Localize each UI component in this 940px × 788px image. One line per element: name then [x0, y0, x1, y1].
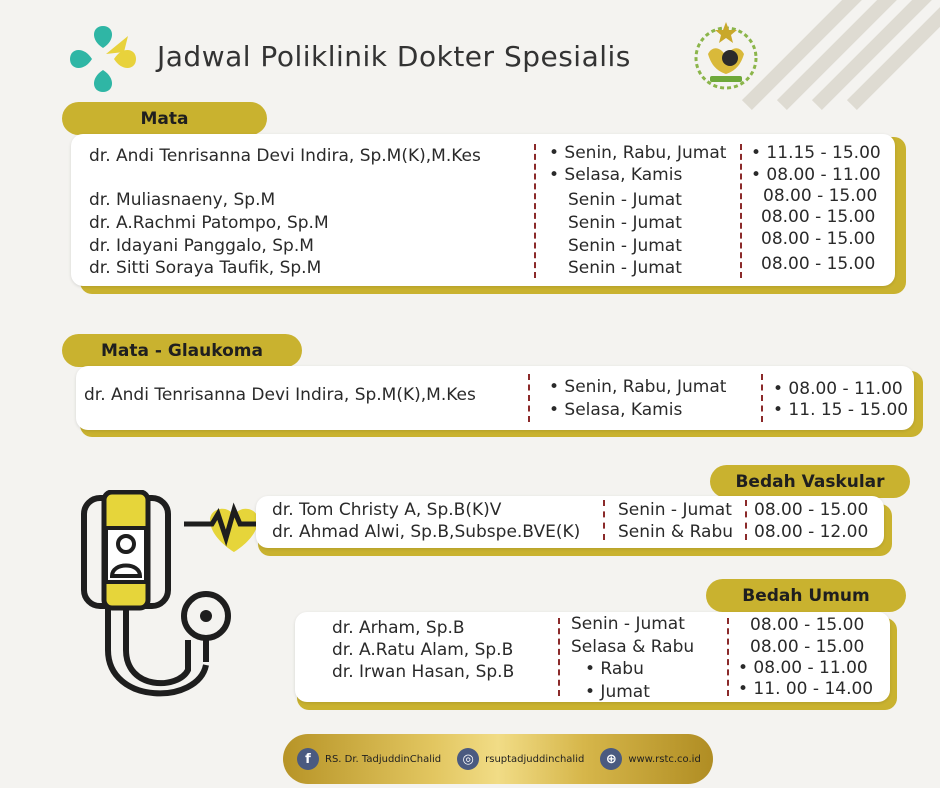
schedule-time: • 11. 00 - 14.00	[738, 679, 874, 699]
schedule-time: • 08.00 - 11.00	[751, 165, 881, 185]
mata-schedule-card	[71, 134, 895, 286]
schedule-time: 08.00 - 15.00	[761, 229, 876, 249]
column-divider	[740, 144, 742, 278]
column-divider	[603, 500, 605, 540]
column-divider	[727, 618, 729, 696]
schedule-time: • 11.15 - 15.00	[751, 143, 881, 163]
kemenkes-logo-icon	[66, 22, 140, 96]
schedule-days: Senin - Jumat	[568, 213, 682, 233]
schedule-days: • Selasa, Kamis	[549, 400, 683, 420]
facebook-icon[interactable]: f	[297, 748, 319, 770]
schedule-days: Senin & Rabu	[618, 522, 734, 542]
schedule-time: 08.00 - 12.00	[754, 522, 869, 542]
doctor-name: dr. Irwan Hasan, Sp.B	[332, 662, 515, 682]
section-label-bedah-vaskular: Bedah Vaskular	[710, 465, 910, 498]
hospital-emblem-icon	[690, 20, 762, 92]
doctor-name: dr. Ahmad Alwi, Sp.B,Subspe.BVE(K)	[272, 522, 581, 542]
column-divider	[534, 144, 536, 278]
column-divider	[528, 374, 530, 422]
schedule-days: • Rabu	[585, 659, 644, 679]
doctor-name: dr. A.Rachmi Patompo, Sp.M	[89, 213, 329, 233]
schedule-time: 08.00 - 15.00	[761, 207, 876, 227]
instagram-link[interactable]: rsuptadjuddinchalid	[485, 753, 585, 765]
schedule-time: • 08.00 - 11.00	[738, 658, 868, 678]
schedule-time: 08.00 - 15.00	[750, 637, 865, 657]
doctor-name: dr. Arham, Sp.B	[332, 618, 465, 638]
doctor-name: dr. Idayani Panggalo, Sp.M	[89, 236, 314, 256]
doctor-name: dr. Andi Tenrisanna Devi Indira, Sp.M(K),M.Kes	[89, 146, 481, 166]
column-divider	[761, 374, 763, 422]
schedule-days: Senin - Jumat	[568, 236, 682, 256]
website-link[interactable]: www.rstc.co.id	[628, 753, 701, 765]
doctor-name: dr. Tom Christy A, Sp.B(K)V	[272, 500, 502, 520]
schedule-days: Senin - Jumat	[568, 258, 682, 278]
schedule-time: 08.00 - 15.00	[750, 615, 865, 635]
doctor-name: dr. Muliasnaeny, Sp.M	[89, 190, 276, 210]
doctor-name: dr. Sitti Soraya Taufik, Sp.M	[89, 258, 322, 278]
medical-device-illustration-icon	[78, 490, 266, 710]
schedule-time: 08.00 - 15.00	[761, 254, 876, 274]
column-divider	[558, 618, 560, 696]
schedule-days: Senin - Jumat	[618, 500, 732, 520]
schedule-days: • Senin, Rabu, Jumat	[549, 143, 727, 163]
schedule-time: 08.00 - 15.00	[763, 186, 878, 206]
schedule-time: 08.00 - 15.00	[754, 500, 869, 520]
schedule-days: • Senin, Rabu, Jumat	[549, 377, 727, 397]
vaskular-schedule-card	[256, 496, 884, 548]
doctor-name: dr. A.Ratu Alam, Sp.B	[332, 640, 514, 660]
section-label-bedah-umum: Bedah Umum	[706, 579, 906, 612]
schedule-days: • Selasa, Kamis	[549, 165, 683, 185]
footer-social-bar	[283, 734, 713, 784]
schedule-days: • Jumat	[585, 682, 650, 702]
facebook-link[interactable]: RS. Dr. TadjuddinChalid	[325, 753, 442, 765]
decorative-stripes	[770, 0, 940, 110]
schedule-time: • 11. 15 - 15.00	[773, 400, 909, 420]
schedule-time: • 08.00 - 11.00	[773, 379, 903, 399]
umum-schedule-card	[295, 612, 890, 702]
section-label-mata: Mata	[62, 102, 267, 135]
section-label-glaukoma: Mata - Glaukoma	[62, 334, 302, 367]
schedule-days: Selasa & Rabu	[571, 637, 695, 657]
doctor-name: dr. Andi Tenrisanna Devi Indira, Sp.M(K),M.Kes	[84, 385, 476, 405]
page-title: Jadwal Poliklinik Dokter Spesialis	[157, 40, 631, 73]
globe-icon[interactable]: ⊕	[600, 748, 622, 770]
column-divider	[745, 500, 747, 540]
glaukoma-schedule-card	[76, 366, 914, 430]
schedule-days: Senin - Jumat	[571, 614, 685, 634]
schedule-days: Senin - Jumat	[568, 190, 682, 210]
instagram-icon[interactable]: ◎	[457, 748, 479, 770]
